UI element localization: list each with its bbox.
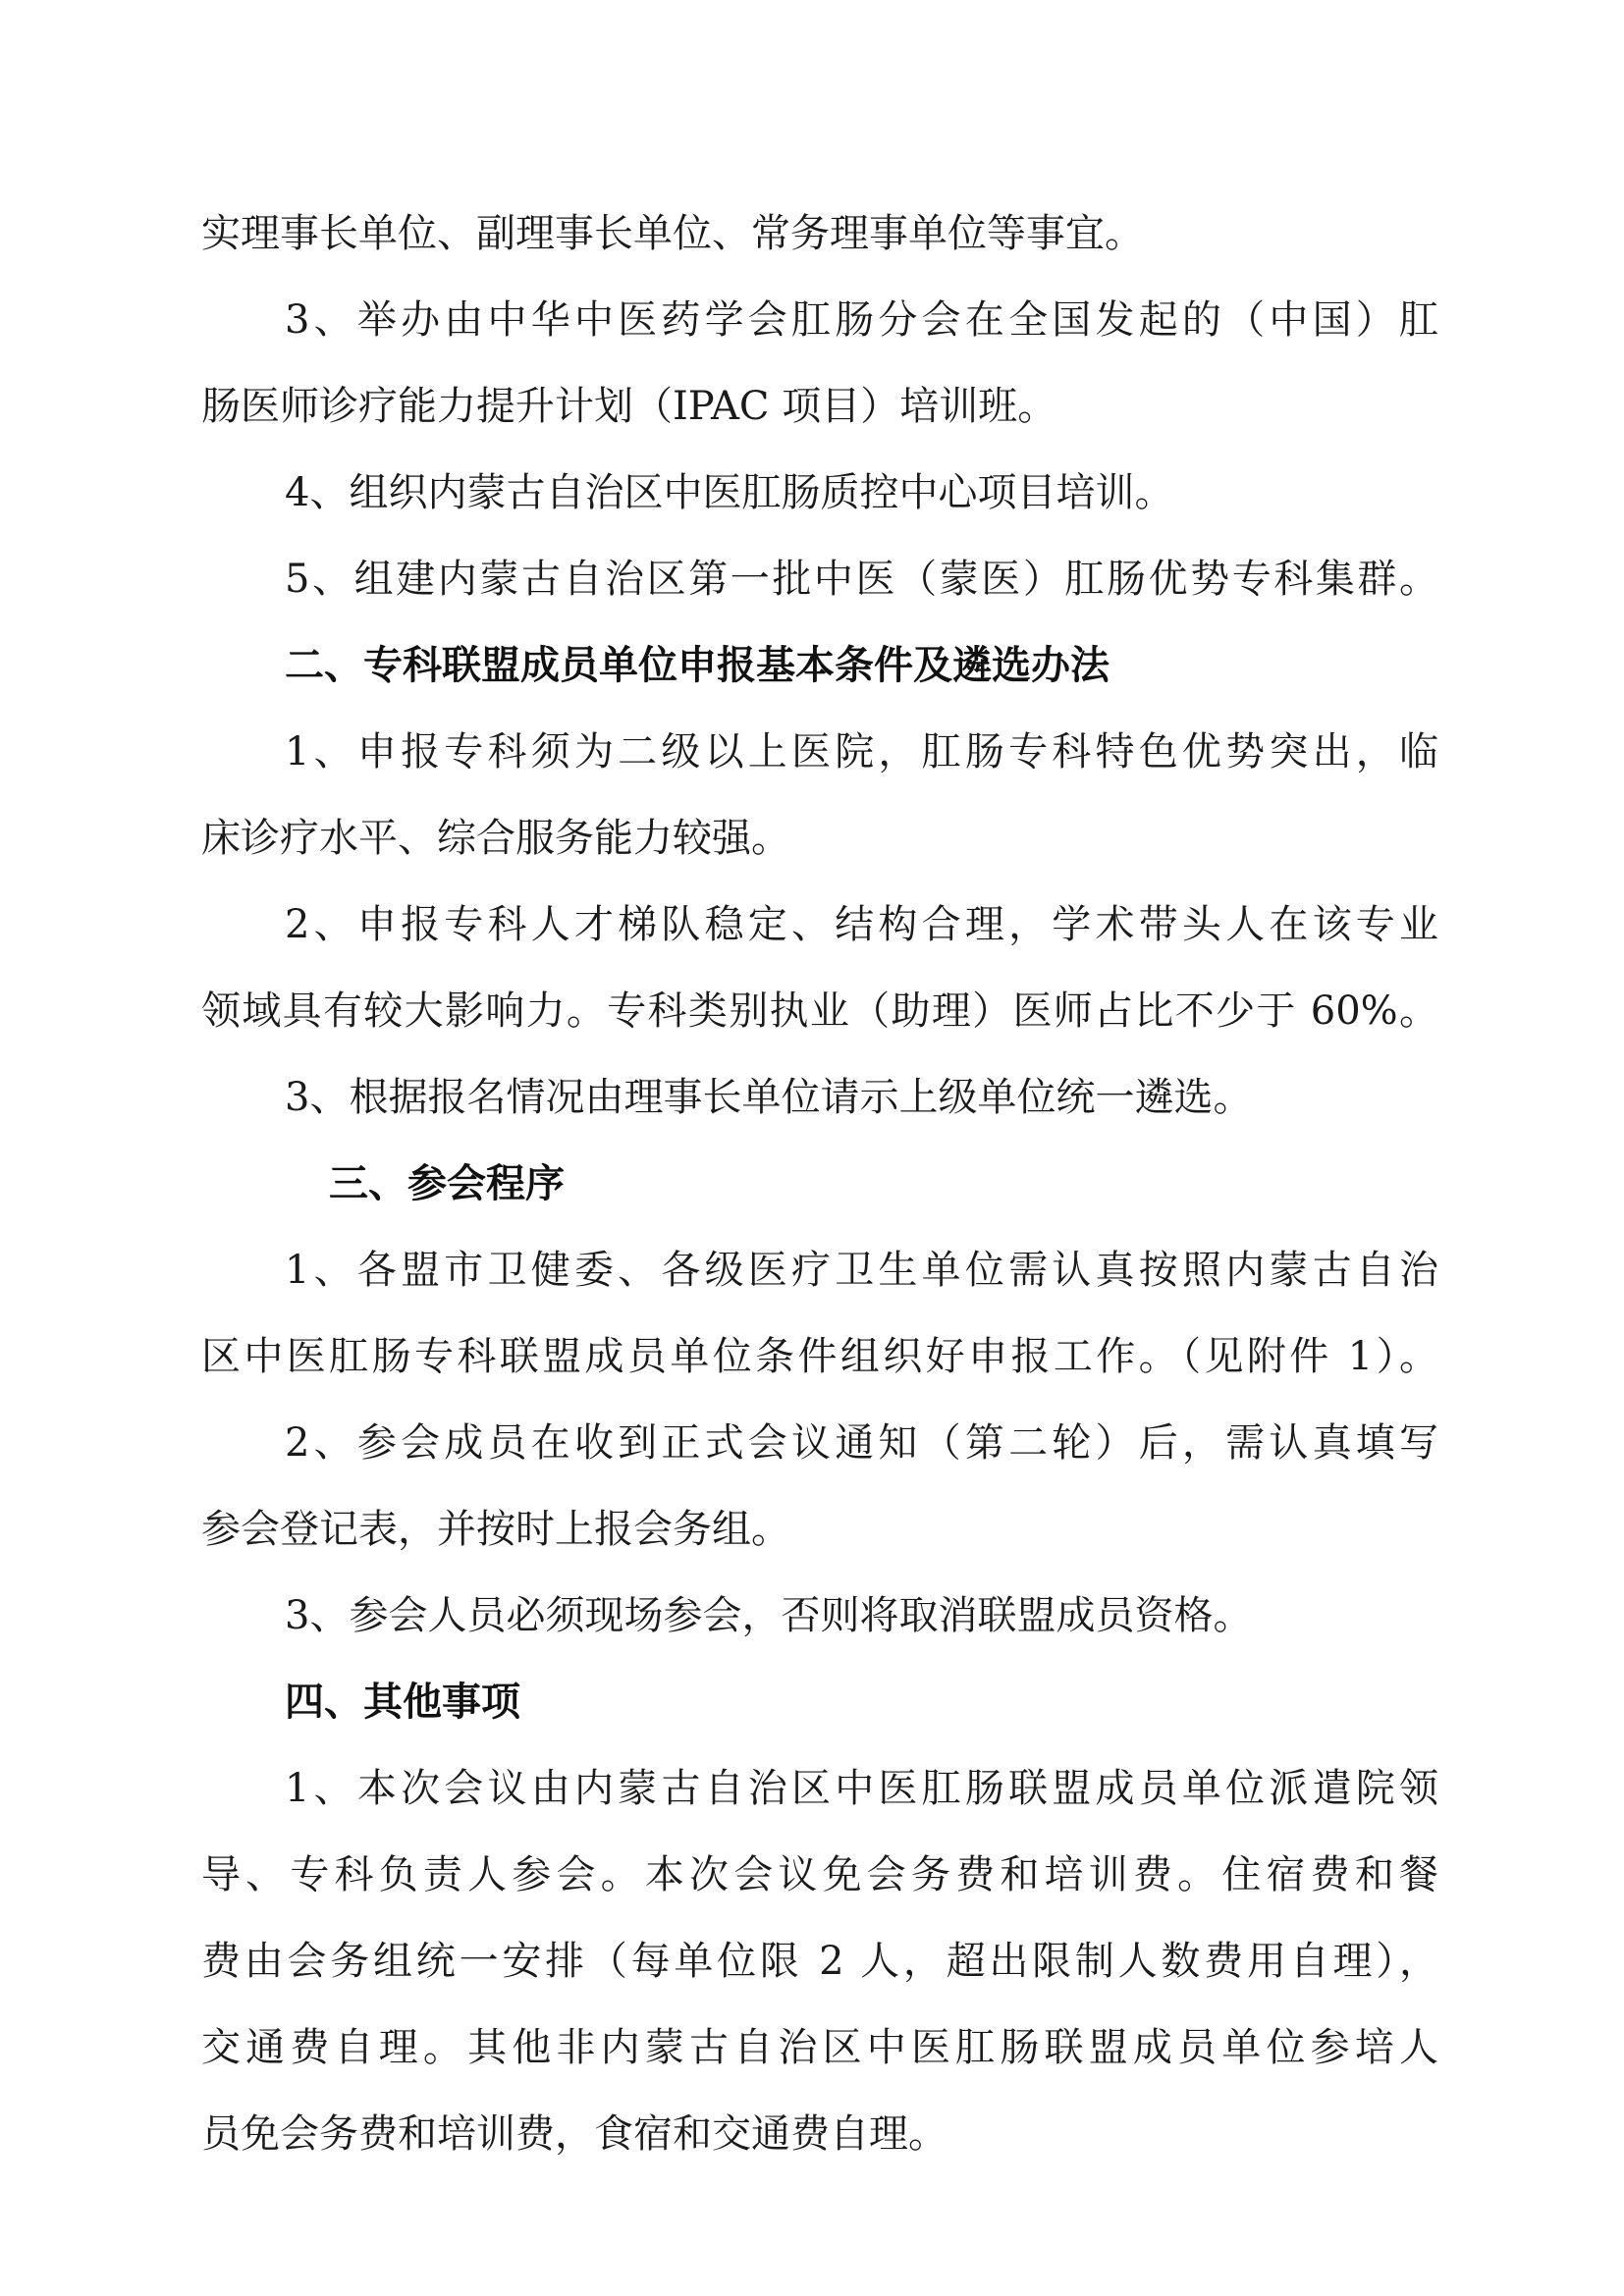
section4-item-1-line-2: 导、专科负责人参会。本次会议免会务费和培训费。住宿费和餐 xyxy=(201,1852,1438,1897)
section2-item-2-line-2: 领域具有较大影响力。专科类别执业（助理）医师占比不少于 60%。 xyxy=(201,988,1438,1034)
section-heading-3: 三、参会程序 xyxy=(329,1161,565,1206)
section4-item-1-line-4: 交通费自理。其他非内蒙古自治区中医肛肠联盟成员单位参培人 xyxy=(201,2025,1438,2070)
section2-item-3: 3、根据报名情况由理事长单位请示上级单位统一遴选。 xyxy=(285,1075,1253,1120)
section4-item-1-line-3: 费由会务组统一安排（每单位限 2 人，超出限制人数费用自理）， xyxy=(201,1939,1438,1984)
item-4: 4、组织内蒙古自治区中医肛肠质控中心项目培训。 xyxy=(285,470,1174,515)
section3-item-3: 3、参会人员必须现场参会，否则将取消联盟成员资格。 xyxy=(285,1593,1253,1638)
text-line-continuation: 实理事长单位、副理事长单位、常务理事单位等事宜。 xyxy=(201,211,1144,256)
section2-item-2-line-1: 2、申报专科人才梯队稳定、结构合理，学术带头人在该专业 xyxy=(285,902,1438,947)
item-3-line-1: 3、举办由中华中医药学会肛肠分会在全国发起的（中国）肛 xyxy=(285,297,1438,343)
section-heading-2: 二、专科联盟成员单位申报基本条件及遴选办法 xyxy=(285,643,1110,688)
section3-item-1-line-2: 区中医肛肠专科联盟成员单位条件组织好申报工作。（见附件 1）。 xyxy=(201,1334,1438,1379)
section3-item-2-line-1: 2、参会成员在收到正式会议通知（第二轮）后，需认真填写 xyxy=(285,1420,1438,1466)
section3-item-2-line-2: 参会登记表，并按时上报会务组。 xyxy=(201,1507,790,1552)
section4-item-1-line-5: 员免会务费和培训费，食宿和交通费自理。 xyxy=(201,2111,947,2157)
item-5: 5、组建内蒙古自治区第一批中医（蒙医）肛肠优势专科集群。 xyxy=(285,557,1438,602)
section4-item-1-line-1: 1、本次会议由内蒙古自治区中医肛肠联盟成员单位派遣院领 xyxy=(285,1766,1438,1811)
section-heading-4: 四、其他事项 xyxy=(285,1680,520,1725)
section2-item-1-line-2: 床诊疗水平、综合服务能力较强。 xyxy=(201,816,790,861)
section2-item-1-line-1: 1、申报专科须为二级以上医院，肛肠专科特色优势突出，临 xyxy=(285,729,1438,774)
item-3-line-2: 肠医师诊疗能力提升计划（IPAC 项目）培训班。 xyxy=(201,384,1057,429)
section3-item-1-line-1: 1、各盟市卫健委、各级医疗卫生单位需认真按照内蒙古自治 xyxy=(285,1248,1438,1293)
